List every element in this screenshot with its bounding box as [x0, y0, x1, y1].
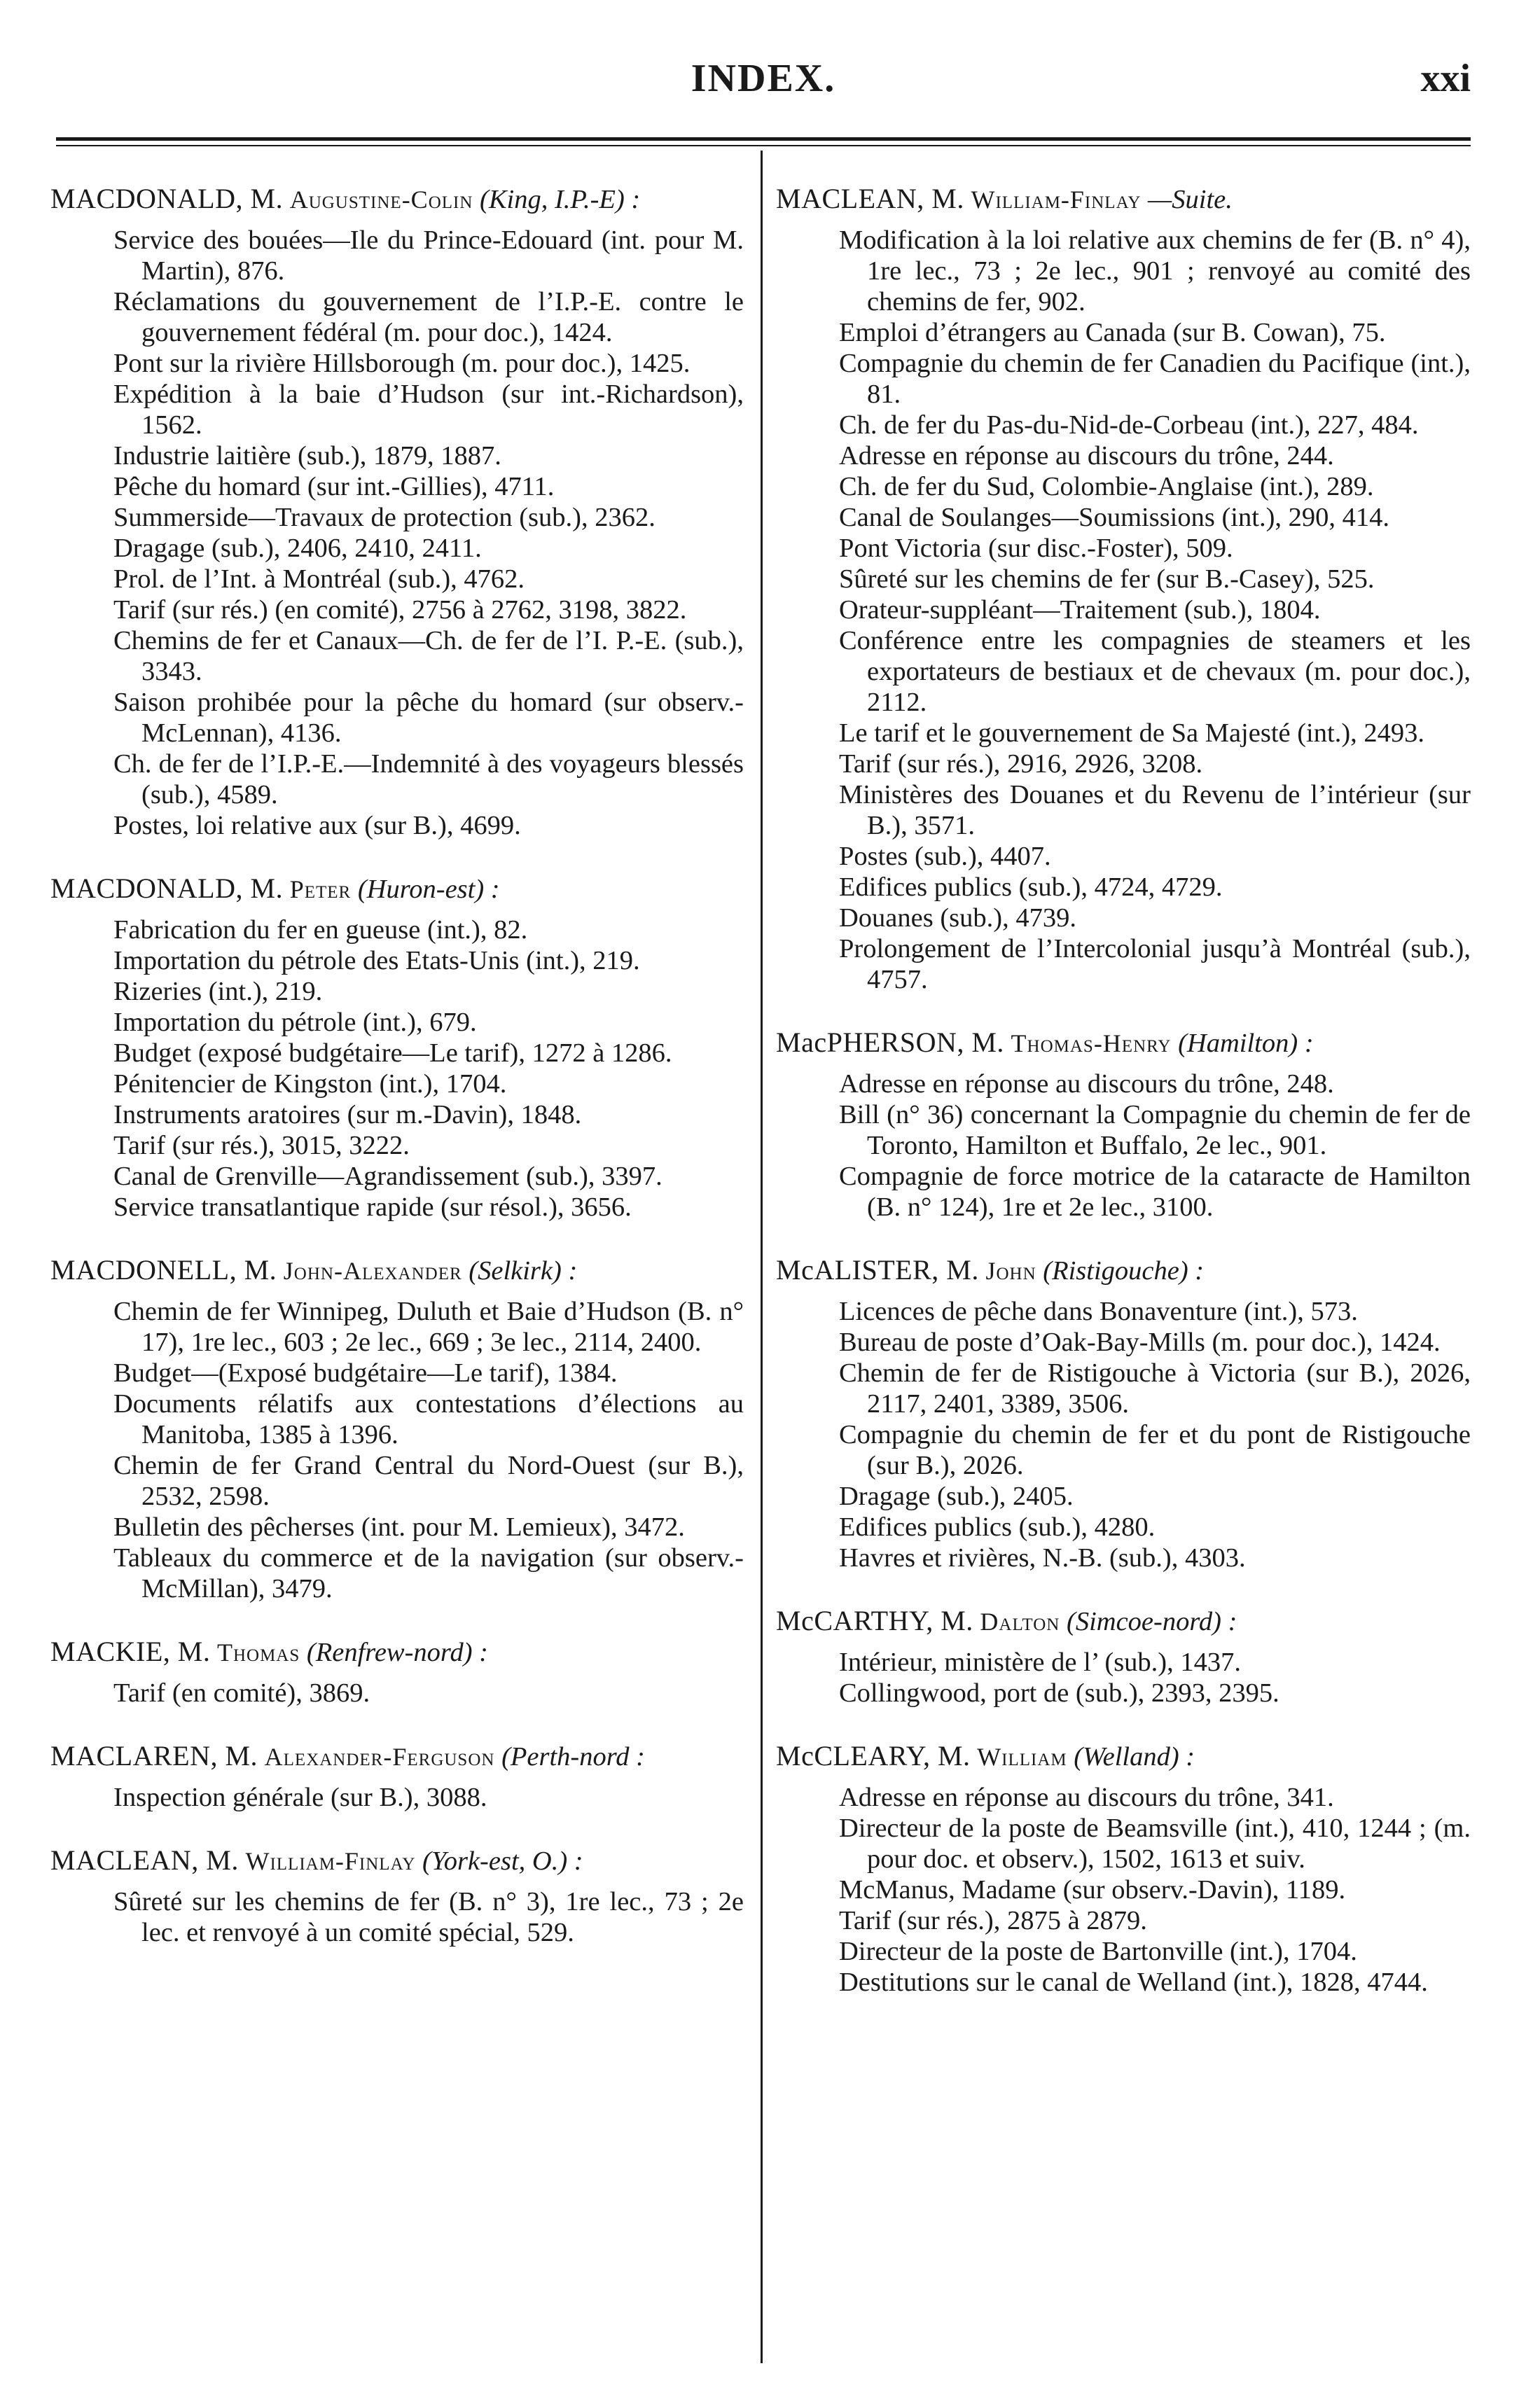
member-riding: (Simcoe-nord) :: [1067, 1607, 1237, 1636]
entry-items: [50, 1782, 744, 1813]
index-item: Dragage (sub.), 2406, 2410, 2411.: [113, 534, 482, 563]
index-item: Directeur de la poste de Beamsville (int.), 410, 1244 ; (m. pour doc. et observ.), 1502, 1613 et suiv.: [839, 1814, 1471, 1874]
index-item: Postes, loi relative aux (sur B.), 4699.: [113, 811, 521, 840]
entry-items: [776, 1647, 1471, 1708]
index-item: Importation du pétrole (int.), 679.: [113, 1008, 477, 1037]
index-item: Adresse en réponse au discours du trône, 248.: [839, 1069, 1334, 1099]
member-heading: [776, 183, 1471, 215]
member-surname: MACLEAN, M.: [50, 1844, 239, 1876]
member-surname: MACKIE, M.: [50, 1636, 211, 1667]
index-item: Instruments aratoires (sur m.-Davin), 1848.: [113, 1100, 582, 1129]
index-item: Sûreté sur les chemins de fer (sur B.-Casey), 525.: [839, 564, 1375, 594]
index-item: Summerside—Travaux de protection (sub.), 2362.: [113, 503, 655, 532]
member-surname: McCARTHY, M.: [776, 1605, 973, 1636]
index-item: Licences de pêche dans Bonaventure (int.), 573.: [839, 1297, 1358, 1326]
index-item: Service des bouées—Ile du Prince-Edouard (int. pour M. Martin), 876.: [113, 225, 744, 286]
member-riding: (King, I.P.-E) :: [480, 185, 641, 214]
index-item: Bill (n° 36) concernant la Compagnie du chemin de fer de Toronto, Hamilton et Buffalo, 2e lec., 901.: [839, 1100, 1471, 1160]
index-entry: [776, 1027, 1471, 1223]
index-entry: [776, 183, 1471, 995]
index-item: Edifices publics (sub.), 4280.: [839, 1512, 1156, 1542]
member-riding: —Suite.: [1148, 185, 1233, 214]
member-surname: MACDONELL, M.: [50, 1254, 277, 1286]
page-number: xxi: [1420, 57, 1471, 100]
index-item: Chemin de fer Grand Central du Nord-Ouest (sur B.), 2532, 2598.: [113, 1451, 744, 1511]
member-heading: [50, 1845, 744, 1877]
index-item: Inspection générale (sur B.), 3088.: [113, 1783, 487, 1812]
index-item: Intérieur, ministère de l’ (sub.), 1437.: [839, 1648, 1242, 1677]
member-given-name: William-Finlay: [971, 186, 1142, 214]
member-given-name: Dalton: [980, 1608, 1060, 1636]
header-rule-thick: [56, 137, 1471, 141]
index-entry: [50, 1255, 744, 1604]
member-given-name: Alexander-Ferguson: [264, 1743, 495, 1771]
member-riding: (Renfrew-nord) :: [306, 1638, 488, 1667]
index-item: Budget (exposé budgétaire—Le tarif), 1272 à 1286.: [113, 1038, 672, 1068]
index-item: Service transatlantique rapide (sur résol.), 3656.: [113, 1192, 632, 1222]
member-surname: McCLEARY, M.: [776, 1740, 971, 1772]
index-item: Dragage (sub.), 2405.: [839, 1482, 1074, 1511]
member-riding: (Ristigouche) :: [1043, 1256, 1205, 1286]
entry-items: [776, 1782, 1471, 1998]
member-heading: [50, 1636, 744, 1668]
index-item: Compagnie du chemin de fer et du pont de Ristigouche (sur B.), 2026.: [839, 1420, 1471, 1480]
member-heading: [50, 1741, 744, 1772]
member-surname: MACLAREN, M.: [50, 1740, 258, 1772]
index-entry: [50, 1741, 744, 1813]
member-surname: MACDONALD, M.: [50, 183, 284, 214]
index-item: Tableaux du commerce et de la navigation (sur observ.-McMillan), 3479.: [113, 1543, 744, 1603]
page-title: INDEX.: [691, 57, 836, 100]
index-item: Postes (sub.), 4407.: [839, 842, 1051, 871]
index-item: Réclamations du gouvernement de l’I.P.-E. contre le gouvernement fédéral (m. pour doc.), 1424.: [113, 287, 744, 347]
index-item: McManus, Madame (sur observ.-Davin), 1189.: [839, 1875, 1346, 1905]
member-riding: (York-est, O.) :: [422, 1846, 583, 1876]
index-item: Modification à la loi relative aux chemins de fer (B. n° 4), 1re lec., 73 ; 2e lec., 901 ; renvoyé au comité des chemins de fer, 902.: [839, 225, 1471, 316]
index-entry: [776, 1606, 1471, 1708]
member-given-name: Thomas-Henry: [1011, 1029, 1172, 1057]
entry-items: [776, 1069, 1471, 1223]
index-item: Ch. de fer de l’I.P.-E.—Indemnité à des voyageurs blessés (sub.), 4589.: [113, 749, 744, 809]
member-heading: [776, 1027, 1471, 1059]
index-item: Chemins de fer et Canaux—Ch. de fer de l’I. P.-E. (sub.), 3343.: [113, 626, 744, 686]
index-entry: [50, 873, 744, 1223]
index-item: Expédition à la baie d’Hudson (sur int.-Richardson), 1562.: [113, 380, 744, 440]
member-given-name: Thomas: [216, 1638, 300, 1666]
member-given-name: John: [985, 1257, 1036, 1285]
index-entry: [776, 1255, 1471, 1573]
member-given-name: Augustine-Colin: [289, 186, 473, 214]
index-item: Importation du pétrole des Etats-Unis (int.), 219.: [113, 946, 640, 975]
index-entry: [50, 1636, 744, 1708]
index-item: Prolongement de l’Intercolonial jusqu’à Montréal (sub.), 4757.: [839, 934, 1471, 994]
header-rule-thin: [56, 145, 1471, 146]
index-item: Bureau de poste d’Oak-Bay-Mills (m. pour doc.), 1424.: [839, 1328, 1441, 1357]
index-item: Pêche du homard (sur int.-Gillies), 4711.: [113, 472, 555, 501]
index-item: Pénitencier de Kingston (int.), 1704.: [113, 1069, 507, 1099]
index-entry: [50, 1845, 744, 1948]
member-given-name: John-Alexander: [283, 1257, 462, 1285]
index-item: Conférence entre les compagnies de steamers et les exportateurs de bestiaux et de chevaux (m. pour doc.), 2112.: [839, 626, 1471, 717]
member-heading: [50, 873, 744, 905]
member-riding: (Selkirk) :: [469, 1256, 578, 1286]
entry-items: [776, 1296, 1471, 1573]
entry-items: [50, 914, 744, 1223]
column-divider: [761, 151, 763, 2363]
member-heading: [776, 1606, 1471, 1637]
index-item: Industrie laitière (sub.), 1879, 1887.: [113, 441, 501, 471]
index-item: Saison prohibée pour la pêche du homard (sur observ.-McLennan), 4136.: [113, 688, 744, 748]
right-column: [776, 183, 1471, 2030]
page-header: [56, 49, 1471, 112]
index-item: Tarif (sur rés.), 2875 à 2879.: [839, 1906, 1147, 1935]
index-item: Documents rélatifs aux contestations d’élections au Manitoba, 1385 à 1396.: [113, 1389, 744, 1449]
index-item: Ch. de fer du Pas-du-Nid-de-Corbeau (int.), 227, 484.: [839, 410, 1419, 440]
index-item: Edifices publics (sub.), 4724, 4729.: [839, 872, 1223, 902]
member-heading: [50, 183, 744, 215]
index-item: Compagnie de force motrice de la cataracte de Hamilton (B. n° 124), 1re et 2e lec., 3100.: [839, 1162, 1471, 1222]
entry-items: [50, 1678, 744, 1708]
index-item: Tarif (sur rés.), 3015, 3222.: [113, 1131, 410, 1160]
index-item: Tarif (sur rés.), 2916, 2926, 3208.: [839, 749, 1203, 779]
member-surname: MacPHERSON, M.: [776, 1026, 1004, 1058]
index-item: Collingwood, port de (sub.), 2393, 2395.: [839, 1678, 1279, 1708]
entry-items: [50, 1886, 744, 1948]
index-item: Chemin de fer de Ristigouche à Victoria (sur B.), 2026, 2117, 2401, 3389, 3506.: [839, 1358, 1471, 1419]
index-item: Tarif (en comité), 3869.: [113, 1678, 370, 1708]
index-item: Rizeries (int.), 219.: [113, 977, 323, 1006]
index-item: Adresse en réponse au discours du trône, 341.: [839, 1783, 1334, 1812]
member-surname: MACDONALD, M.: [50, 872, 284, 904]
index-item: Bulletin des pêcherses (int. pour M. Lemieux), 3472.: [113, 1512, 685, 1542]
index-item: Havres et rivières, N.-B. (sub.), 4303.: [839, 1543, 1246, 1573]
index-item: Chemin de fer Winnipeg, Duluth et Baie d’Hudson (B. n° 17), 1re lec., 603 ; 2e lec., 669 ; 3e lec., 2114, 2400.: [113, 1297, 744, 1357]
index-item: Fabrication du fer en gueuse (int.), 82.: [113, 915, 528, 945]
member-heading: [776, 1741, 1471, 1772]
index-item: Sûreté sur les chemins de fer (B. n° 3), 1re lec., 73 ; 2e lec. et renvoyé à un comité spécial, 529.: [113, 1887, 744, 1947]
member-given-name: William-Finlay: [245, 1847, 416, 1875]
index-item: Destitutions sur le canal de Welland (int.), 1828, 4744.: [839, 1968, 1428, 1997]
index-entry: [776, 1741, 1471, 1998]
member-riding: (Hamilton) :: [1178, 1029, 1314, 1058]
member-riding: (Perth-nord :: [501, 1742, 645, 1772]
member-surname: McALISTER, M.: [776, 1254, 979, 1286]
index-item: Canal de Grenville—Agrandissement (sub.), 3397.: [113, 1162, 663, 1191]
entry-items: [50, 1296, 744, 1604]
index-item: Compagnie du chemin de fer Canadien du Pacifique (int.), 81.: [839, 349, 1471, 409]
index-item: Le tarif et le gouvernement de Sa Majesté (int.), 2493.: [839, 718, 1425, 748]
member-surname: MACLEAN, M.: [776, 183, 964, 214]
member-heading: [50, 1255, 744, 1286]
member-given-name: William: [977, 1743, 1067, 1771]
index-entry: [50, 183, 744, 841]
index-item: Pont sur la rivière Hillsborough (m. pour doc.), 1425.: [113, 349, 691, 378]
index-item: Emploi d’étrangers au Canada (sur B. Cowan), 75.: [839, 318, 1386, 347]
member-riding: (Welland) :: [1074, 1742, 1195, 1772]
member-given-name: Peter: [289, 875, 352, 903]
index-item: Pont Victoria (sur disc.-Foster), 509.: [839, 534, 1233, 563]
entry-items: [776, 225, 1471, 995]
index-item: Directeur de la poste de Bartonville (int.), 1704.: [839, 1937, 1357, 1966]
index-item: Douanes (sub.), 4739.: [839, 903, 1076, 933]
index-item: Prol. de l’Int. à Montréal (sub.), 4762.: [113, 564, 525, 594]
index-item: Adresse en réponse au discours du trône, 244.: [839, 441, 1334, 471]
member-riding: (Huron-est) :: [357, 875, 500, 904]
member-heading: [776, 1255, 1471, 1286]
index-item: Tarif (sur rés.) (en comité), 2756 à 2762, 3198, 3822.: [113, 595, 687, 625]
entry-items: [50, 225, 744, 841]
index-item: Ch. de fer du Sud, Colombie-Anglaise (int.), 289.: [839, 472, 1374, 501]
left-column: [50, 183, 744, 1980]
index-item: Orateur-suppléant—Traitement (sub.), 1804.: [839, 595, 1321, 625]
index-item: Budget—(Exposé budgétaire—Le tarif), 1384.: [113, 1358, 618, 1388]
index-item: Canal de Soulanges—Soumissions (int.), 290, 414.: [839, 503, 1390, 532]
index-item: Ministères des Douanes et du Revenu de l’intérieur (sur B.), 3571.: [839, 780, 1471, 840]
